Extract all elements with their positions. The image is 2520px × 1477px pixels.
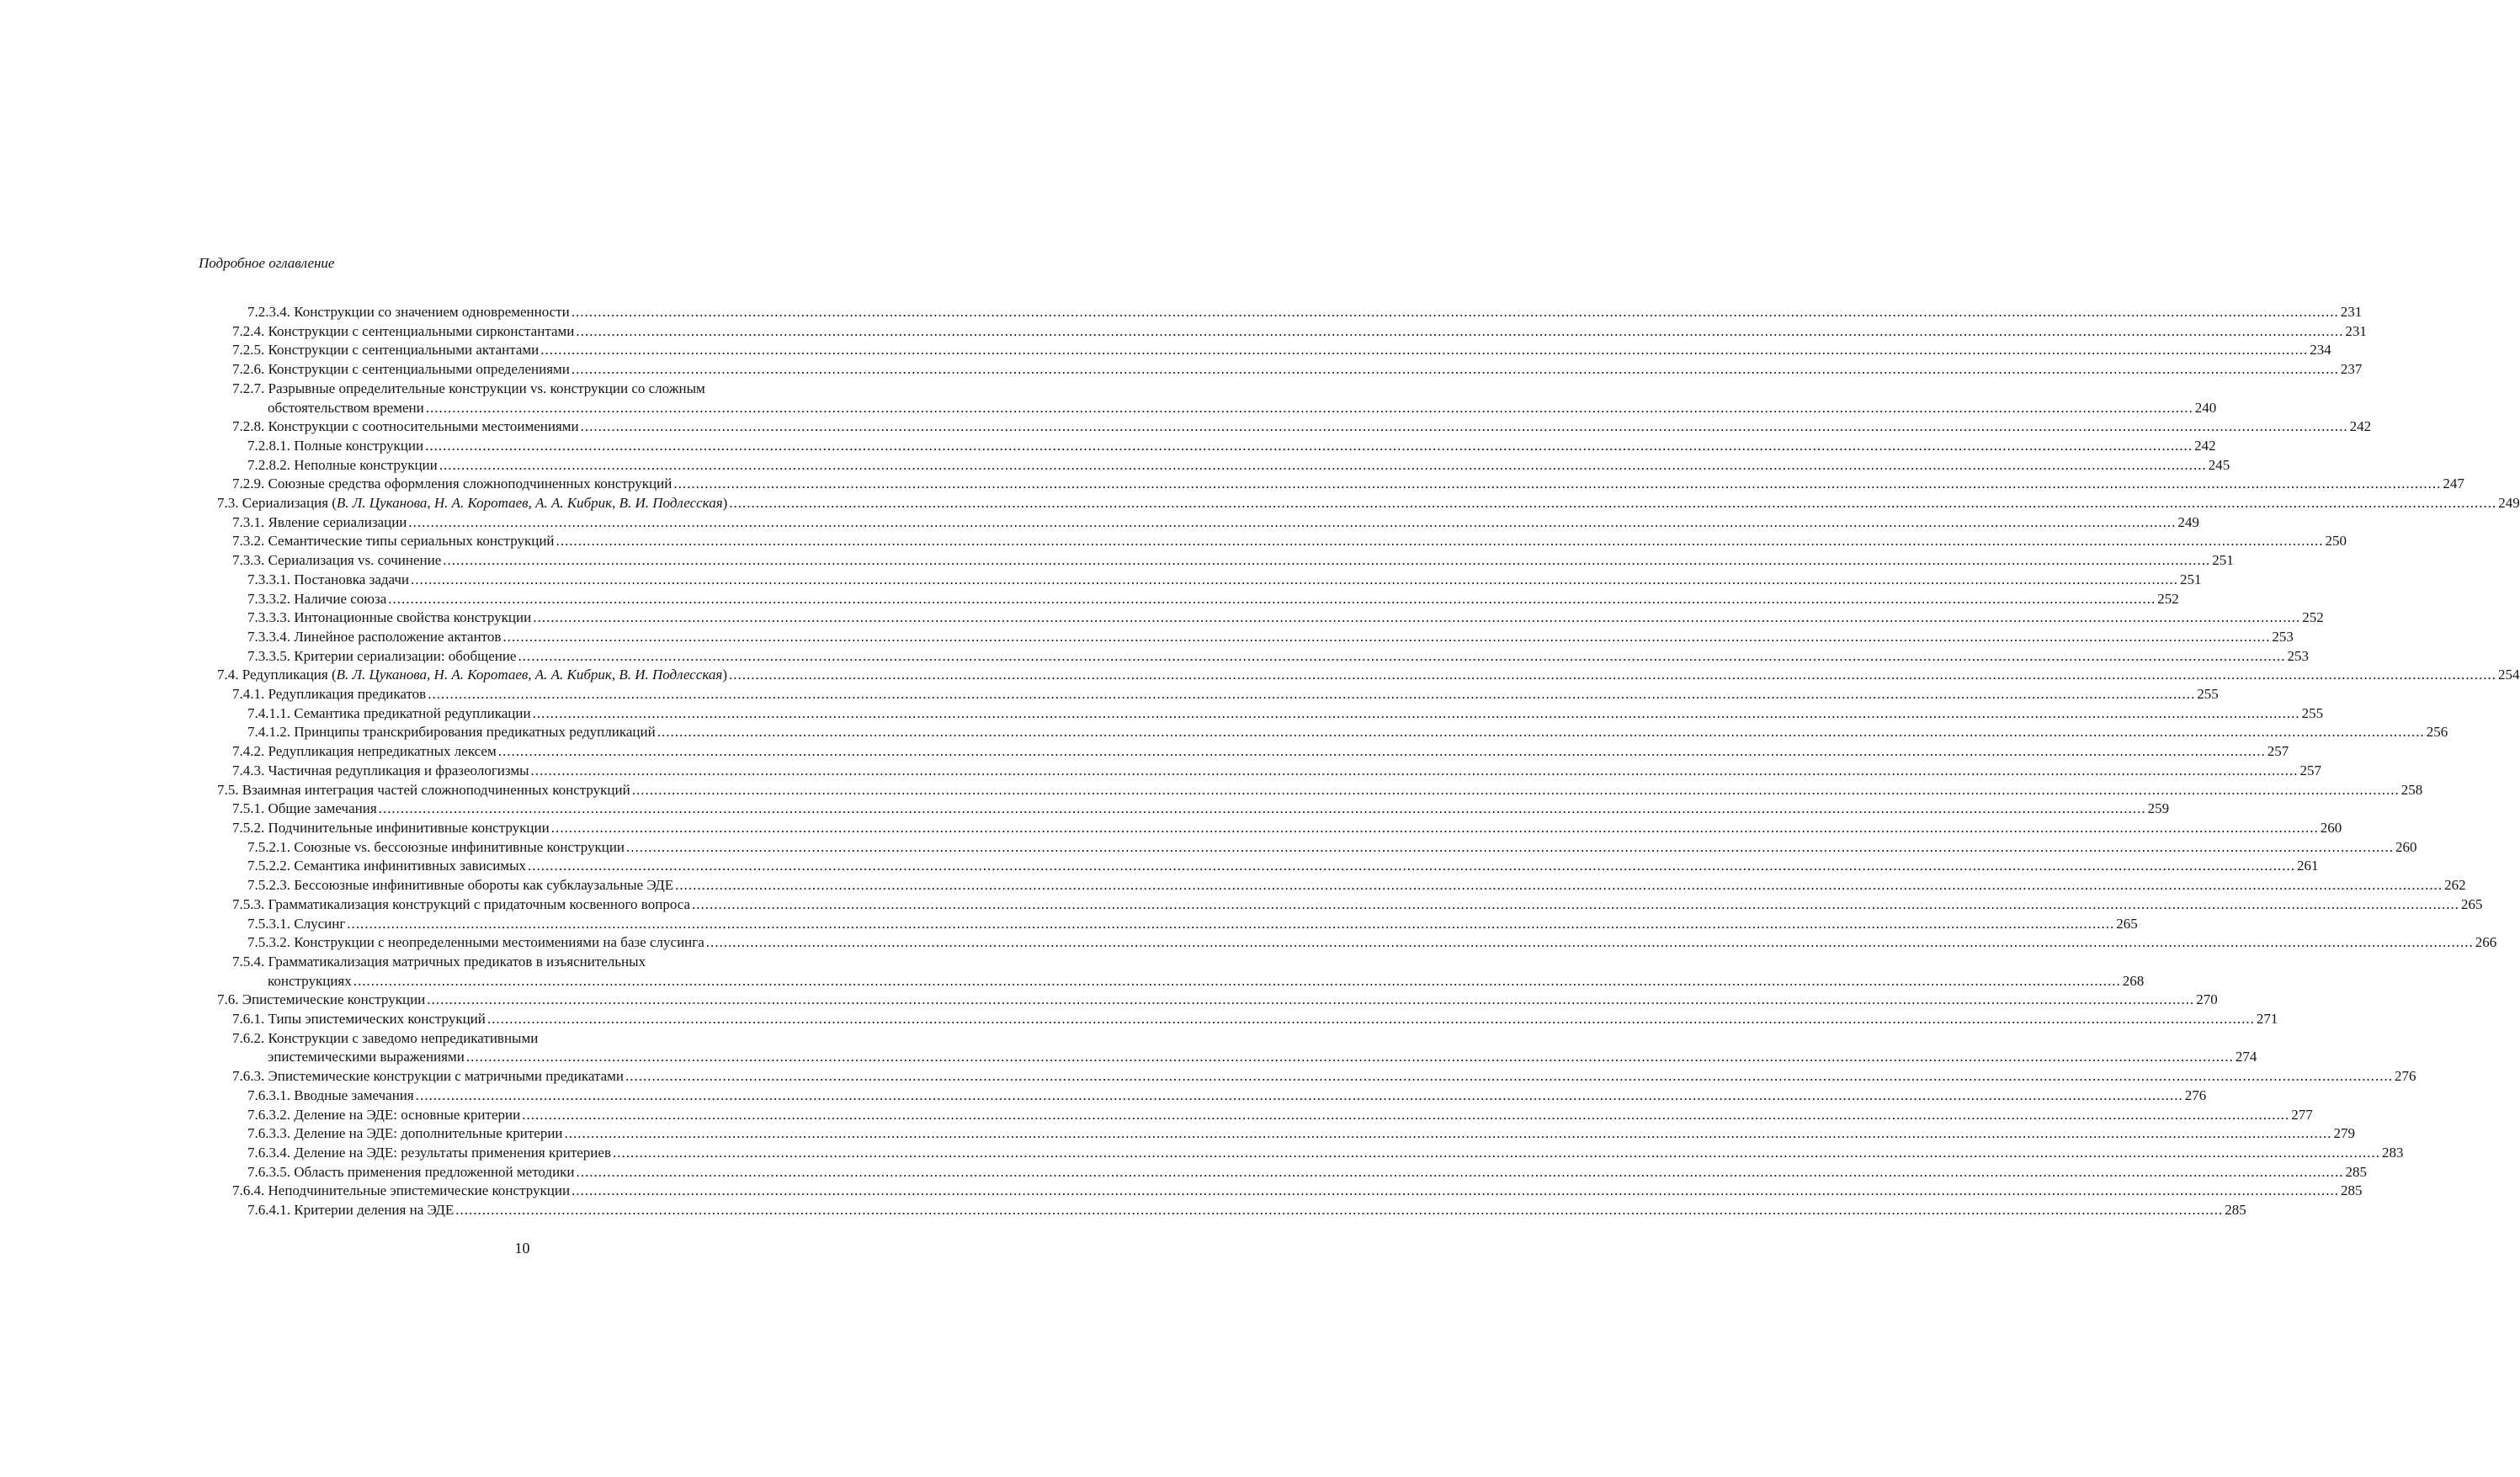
toc-entry <box>217 571 2202 590</box>
toc-entry <box>217 513 2199 533</box>
dot-leader: ................................................................................................................................................................................................................................................................................................................................................................................................................ <box>571 361 2339 378</box>
toc-entry-title: 7.4.1.1. Семантика предикатной редупликации <box>247 704 531 721</box>
toc-page-number: 261 <box>2297 858 2319 874</box>
toc-entry-title-continued: эпистемическими выражениями <box>268 1049 465 1065</box>
toc-entry-title <box>217 666 727 685</box>
dot-leader: ................................................................................................................................................................................................................................................................................................................................................................................................................ <box>729 495 2497 512</box>
dot-leader: ................................................................................................................................................................................................................................................................................................................................................................................................................ <box>576 322 2344 339</box>
dot-leader: ................................................................................................................................................................................................................................................................................................................................................................................................................ <box>502 628 2271 645</box>
dot-leader: ................................................................................................................................................................................................................................................................................................................................................................................................................ <box>411 571 2179 587</box>
toc-entry-title: 7.5.4. Грамматикализация матричных предикатов в изъяснительных <box>232 953 646 970</box>
page-number: 10 <box>514 1240 530 1257</box>
toc-entry-title <box>217 494 727 513</box>
toc-entry <box>217 1201 2246 1220</box>
toc-entry <box>217 1182 2363 1201</box>
toc-entry <box>217 742 2289 762</box>
dot-leader: ................................................................................................................................................................................................................................................................................................................................................................................................................ <box>522 1106 2290 1123</box>
dot-leader: ................................................................................................................................................................................................................................................................................................................................................................................................................ <box>378 800 2146 817</box>
toc-entry-title: 7.6.4. Неподчинительные эпистемические конструкции <box>232 1182 571 1199</box>
toc-page-number: 254 <box>2498 667 2520 683</box>
toc-entry <box>217 532 2347 551</box>
toc-entry <box>217 685 2219 704</box>
toc-page-number: 277 <box>2291 1106 2313 1123</box>
toc-entry <box>217 915 2138 934</box>
toc-entry-title: 7.2.4. Конструкции с сентенциальными сирконстантами <box>232 322 575 339</box>
toc-page-number: 257 <box>2267 743 2289 760</box>
toc-page-number: 247 <box>2443 476 2464 492</box>
toc-entry-title: 7.5.3.2. Конструкции с неопределенными местоимениями на базе слусинга <box>247 934 704 951</box>
toc-page-number: 285 <box>2345 1163 2368 1180</box>
toc-page-number: 279 <box>2333 1125 2356 1142</box>
toc-entry-title: 7.6.4.1. Критерии деления на ЭДЕ <box>247 1202 455 1219</box>
dot-leader: ................................................................................................................................................................................................................................................................................................................................................................................................................ <box>571 304 2339 320</box>
dot-leader: ................................................................................................................................................................................................................................................................................................................................................................................................................ <box>497 743 2266 760</box>
toc-page-number: 249 <box>2177 513 2199 530</box>
toc-entry-title: 7.6.1. Типы эпистемических конструкций <box>232 1011 486 1028</box>
toc-page-number: 255 <box>2301 704 2324 721</box>
toc-page-number: 271 <box>2256 1011 2278 1028</box>
toc-entry-title: 7.4.2. Редупликация непредикатных лексем <box>232 743 497 760</box>
toc-entry <box>217 800 2170 819</box>
dot-leader: ................................................................................................................................................................................................................................................................................................................................................................................................................ <box>428 686 2196 703</box>
toc-page-number: 250 <box>2325 533 2347 550</box>
toc-page-number: 255 <box>2197 686 2219 703</box>
toc-entry-title-text: 7.3. Сериализация ( <box>217 495 337 512</box>
toc-entry <box>217 895 2483 915</box>
toc-entry-title-end: ) <box>722 667 727 683</box>
toc-entry <box>217 857 2319 876</box>
toc-entry-title: 7.5.2.3. Бессоюзные инфинитивные обороты как субклаузальные ЭДЕ <box>247 877 674 894</box>
toc-entry <box>217 475 2464 494</box>
dot-leader: ................................................................................................................................................................................................................................................................................................................................................................................................................ <box>625 1068 2394 1085</box>
toc-entry-title: 7.5.1. Общие замечания <box>232 800 377 817</box>
toc-entry <box>217 781 2423 800</box>
toc-page-number: 257 <box>2299 762 2322 778</box>
toc-page-number: 252 <box>2157 590 2179 607</box>
toc-entry <box>217 762 2322 781</box>
toc-entry <box>217 838 2417 858</box>
toc-entry-title: 7.2.7. Разрывные определительные конструкции vs. конструкции со сложным <box>232 380 705 396</box>
dot-leader: ................................................................................................................................................................................................................................................................................................................................................................................................................ <box>533 609 2301 626</box>
toc-entry-title: 7.5.2. Подчинительные инфинитивные конструкции <box>232 819 550 836</box>
running-head: Подробное оглавление <box>199 255 335 271</box>
toc-entry <box>217 456 2230 476</box>
toc-entry-title-end: ) <box>722 495 728 512</box>
dot-leader: ................................................................................................................................................................................................................................................................................................................................................................................................................ <box>631 781 2400 798</box>
dot-leader: ................................................................................................................................................................................................................................................................................................................................................................................................................ <box>572 1182 2340 1199</box>
toc-page-number: 274 <box>2235 1049 2257 1065</box>
toc-entry-title: 7.2.8.1. Полные конструкции <box>247 437 424 454</box>
toc-page-number: 251 <box>2212 552 2234 569</box>
dot-leader: ................................................................................................................................................................................................................................................................................................................................................................................................................ <box>347 915 2115 932</box>
toc-entry <box>217 437 2216 456</box>
toc-page-number: 258 <box>2400 781 2423 798</box>
toc-entry <box>217 341 2331 360</box>
dot-leader: ................................................................................................................................................................................................................................................................................................................................................................................................................ <box>439 456 2207 473</box>
dot-leader: ................................................................................................................................................................................................................................................................................................................................................................................................................ <box>486 1011 2255 1028</box>
toc-entry-title: 7.4.3. Частичная редупликация и фразеологизмы <box>232 762 529 778</box>
toc-page-number: 265 <box>2116 915 2138 932</box>
toc-entry <box>217 1163 2368 1182</box>
dot-leader: ................................................................................................................................................................................................................................................................................................................................................................................................................ <box>427 991 2195 1008</box>
toc-entry <box>217 1144 2404 1163</box>
toc-entry-title: 7.4.1.2. Принципы транскрибирования предикатных редупликаций <box>247 724 656 741</box>
toc-page-number: 231 <box>2340 304 2363 320</box>
toc-entry <box>217 1124 2356 1144</box>
toc-entry <box>217 1086 2207 1106</box>
dot-leader: ................................................................................................................................................................................................................................................................................................................................................................................................................ <box>353 972 2121 989</box>
dot-leader: ................................................................................................................................................................................................................................................................................................................................................................................................................ <box>675 877 2443 894</box>
toc-entry-title: 7.3.3.5. Критерии сериализации: обобщение <box>247 647 517 664</box>
toc-page-number: 256 <box>2426 724 2448 741</box>
toc-page-number: 249 <box>2498 495 2520 512</box>
toc-entry-title: 7.6.3.1. Вводные замечания <box>247 1086 414 1103</box>
dot-leader: ................................................................................................................................................................................................................................................................................................................................................................................................................ <box>530 762 2299 778</box>
toc-entry <box>217 876 2466 895</box>
dot-leader: ................................................................................................................................................................................................................................................................................................................................................................................................................ <box>692 895 2460 912</box>
toc-page-number: 268 <box>2122 972 2145 989</box>
toc-entry <box>217 647 2309 667</box>
toc-entry-title: 7.2.9. Союзные средства оформления сложноподчиненных конструкций <box>232 476 673 492</box>
toc-page-number: 253 <box>2287 647 2309 664</box>
toc-entry-title-text: 7.4. Редупликация ( <box>217 667 337 683</box>
toc-entry-title: 7.2.6. Конструкции с сентенциальными определениями <box>232 361 570 378</box>
toc-page-number: 253 <box>2272 628 2294 645</box>
toc-entry-title: 7.6.3.4. Деление на ЭДЕ: результаты применения критериев <box>247 1144 611 1161</box>
toc-entry <box>217 666 2520 685</box>
dot-leader: ................................................................................................................................................................................................................................................................................................................................................................................................................ <box>443 552 2211 569</box>
toc-page-number: 259 <box>2147 800 2170 817</box>
toc-entry-title: 7.2.3.4. Конструкции со значением одновременности <box>247 304 570 320</box>
toc-entry-title: 7.6.3.3. Деление на ЭДЕ: дополнительные критерии <box>247 1125 563 1142</box>
toc-entry-title: 7.6.3.5. Область применения предложенной методики <box>247 1163 575 1180</box>
toc-page-number: 266 <box>2475 934 2497 951</box>
dot-leader: ................................................................................................................................................................................................................................................................................................................................................................................................................ <box>425 399 2193 416</box>
dot-leader: ................................................................................................................................................................................................................................................................................................................................................................................................................ <box>455 1202 2224 1219</box>
toc-entry <box>217 494 2520 513</box>
dot-leader: ................................................................................................................................................................................................................................................................................................................................................................................................................ <box>550 819 2319 836</box>
toc-entry-title: 7.5. Взаимная интеграция частей сложноподчиненных конструкций <box>217 781 630 798</box>
toc-page-number: 237 <box>2340 361 2363 378</box>
toc-entry <box>217 380 2217 417</box>
dot-leader: ................................................................................................................................................................................................................................................................................................................................................................................................................ <box>528 858 2295 874</box>
toc-page-number: 262 <box>2444 877 2466 894</box>
toc-entry-title: 7.3.3. Сериализация vs. сочинение <box>232 552 442 569</box>
dot-leader: ................................................................................................................................................................................................................................................................................................................................................................................................................ <box>729 667 2496 683</box>
toc-entry <box>217 417 2372 437</box>
toc-entry-title: 7.3.3.2. Наличие союза <box>247 590 387 607</box>
toc-entry-title: 7.5.3. Грамматикализация конструкций с придаточным косвенного вопроса <box>232 895 691 912</box>
toc-entry-title: 7.2.5. Конструкции с сентенциальными актантами <box>232 342 540 359</box>
dot-leader: ................................................................................................................................................................................................................................................................................................................................................................................................................ <box>425 437 2193 454</box>
toc-entry <box>217 991 2218 1010</box>
dot-leader: ................................................................................................................................................................................................................................................................................................................................................................................................................ <box>705 934 2474 951</box>
toc-entry-title: 7.3.1. Явление сериализации <box>232 513 407 530</box>
dot-leader: ................................................................................................................................................................................................................................................................................................................................................................................................................ <box>540 342 2309 359</box>
toc-entry-authors: В. Л. Цуканова, Н. А. Коротаев, А. А. Кибрик, В. И. Подлесская <box>336 667 723 683</box>
toc-page-number: 242 <box>2194 437 2216 454</box>
toc-entry <box>217 1106 2313 1125</box>
dot-leader: ................................................................................................................................................................................................................................................................................................................................................................................................................ <box>465 1049 2234 1065</box>
toc-entry-title: 7.5.2.2. Семантика инфинитивных зависимых <box>247 858 526 874</box>
toc-entry-title: 7.6.3. Эпистемические конструкции с матричными предикатами <box>232 1068 625 1085</box>
toc-page-number: 240 <box>2194 399 2217 416</box>
dot-leader: ................................................................................................................................................................................................................................................................................................................................................................................................................ <box>408 513 2177 530</box>
toc-page-number: 242 <box>2349 418 2372 435</box>
toc-entry <box>217 322 2367 342</box>
toc-entry <box>217 303 2363 322</box>
toc-entry <box>217 551 2234 571</box>
dot-leader: ................................................................................................................................................................................................................................................................................................................................................................................................................ <box>532 704 2300 721</box>
toc-entry <box>217 628 2294 647</box>
toc-entry-title: 7.4.1. Редупликация предикатов <box>232 686 427 703</box>
toc-entry-title: 7.3.2. Семантические типы сериальных конструкций <box>232 533 555 550</box>
toc-entry <box>217 1067 2416 1086</box>
toc-entry <box>217 953 2145 991</box>
toc-page-number: 252 <box>2302 609 2324 626</box>
dot-leader: ................................................................................................................................................................................................................................................................................................................................................................................................................ <box>626 838 2395 855</box>
toc-page-number: 260 <box>2395 838 2417 855</box>
toc-entry-title: 7.5.2.1. Союзные vs. бессоюзные инфинитивные конструкции <box>247 838 625 855</box>
toc-entry <box>217 704 2324 724</box>
dot-leader: ................................................................................................................................................................................................................................................................................................................................................................................................................ <box>673 476 2442 492</box>
toc-page-number: 265 <box>2461 895 2483 912</box>
toc-entry <box>217 819 2342 838</box>
dot-leader: ................................................................................................................................................................................................................................................................................................................................................................................................................ <box>576 1163 2344 1180</box>
toc-page-number: 270 <box>2196 991 2218 1008</box>
toc-page-number: 276 <box>2184 1086 2207 1103</box>
toc-page-number: 260 <box>2320 819 2342 836</box>
toc-entry-title: 7.2.8. Конструкции с соотносительными местоимениями <box>232 418 579 435</box>
toc-page-number: 285 <box>2341 1182 2363 1199</box>
toc-page-number: 231 <box>2345 322 2367 339</box>
dot-leader: ................................................................................................................................................................................................................................................................................................................................................................................................................ <box>518 647 2286 664</box>
toc-entry-title: 7.6.2. Конструкции с заведомо непредикативными <box>232 1029 539 1046</box>
toc-entry-title: 7.6. Эпистемические конструкции <box>217 991 426 1008</box>
toc-entry-title-continued: обстоятельством времени <box>268 399 424 416</box>
dot-leader: ................................................................................................................................................................................................................................................................................................................................................................................................................ <box>612 1144 2380 1161</box>
toc-entry-title: 7.5.3.1. Слусинг <box>247 915 346 932</box>
toc-entry-title: 7.3.3.1. Постановка задачи <box>247 571 410 587</box>
toc-entry-title: 7.3.3.4. Линейное расположение актантов <box>247 628 502 645</box>
dot-leader: ................................................................................................................................................................................................................................................................................................................................................................................................................ <box>415 1086 2183 1103</box>
toc-page-number: 245 <box>2208 456 2230 473</box>
toc-entry-authors: В. Л. Цуканова, Н. А. Коротаев, А. А. Кибрик, В. И. Подлесская <box>336 495 723 512</box>
dot-leader: ................................................................................................................................................................................................................................................................................................................................................................................................................ <box>556 533 2324 550</box>
toc-entry <box>217 608 2324 628</box>
toc-entry-title: 7.6.3.2. Деление на ЭДЕ: основные критерии <box>247 1106 521 1123</box>
dot-leader: ................................................................................................................................................................................................................................................................................................................................................................................................................ <box>580 418 2348 435</box>
toc-page-number: 276 <box>2395 1068 2416 1085</box>
toc-page-number: 251 <box>2180 571 2202 587</box>
toc-entry <box>217 1010 2278 1029</box>
toc-entry <box>217 590 2179 609</box>
dot-leader: ................................................................................................................................................................................................................................................................................................................................................................................................................ <box>564 1125 2332 1142</box>
toc-entry-title: 7.2.8.2. Неполные конструкции <box>247 456 438 473</box>
toc-entry-title-continued: конструкциях <box>268 972 352 989</box>
toc-page-number: 285 <box>2225 1202 2246 1219</box>
toc-page-number: 234 <box>2310 342 2331 359</box>
toc-entry <box>217 723 2448 742</box>
toc-entry-title: 7.3.3.3. Интонационные свойства конструкции <box>247 609 532 626</box>
table-of-contents <box>217 303 2520 1220</box>
toc-entry <box>217 1029 2257 1067</box>
toc-page-number: 283 <box>2381 1144 2404 1161</box>
toc-entry <box>217 933 2497 953</box>
dot-leader: ................................................................................................................................................................................................................................................................................................................................................................................................................ <box>657 724 2425 741</box>
dot-leader: ................................................................................................................................................................................................................................................................................................................................................................................................................ <box>388 590 2156 607</box>
toc-entry <box>217 360 2363 380</box>
